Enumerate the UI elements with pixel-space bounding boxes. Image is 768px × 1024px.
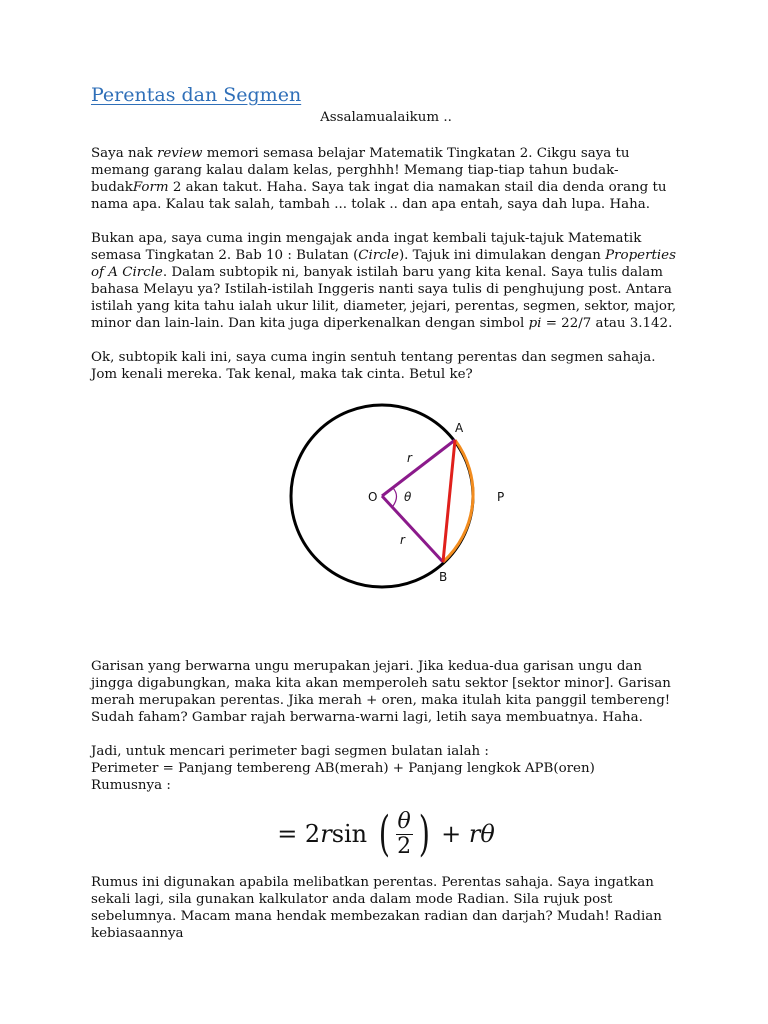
text-run-italic: Properties of A Circle — [91, 248, 676, 280]
label-theta: θ — [404, 490, 412, 504]
paragraph-usage: Rumus ini digunakan apabila melibatkan perentas. Perentas sahaja. Saya ingatkan sekali lagi, sila gunakan kalkulator anda dalam mode Radian. Sila rujuk post sebelumnya. Macam mana hendak membezakan radian dan darjah? Mudah! Radian kebiasaannya — [91, 875, 662, 941]
text-run: = 22/7 atau 3.142. — [541, 316, 673, 331]
formula-denominator: 2 — [397, 833, 412, 859]
formula-theta: θ — [480, 820, 495, 848]
paragraph-perimeter-intro: Jadi, untuk mencari perimeter bagi segmen bulatan ialah : — [91, 744, 489, 759]
paragraph-perimeter-def: Perimeter = Panjang tembereng AB(merah) + Panjang lengkok APB(oren) — [91, 761, 595, 776]
formula-paren-open: ( — [378, 806, 390, 862]
label-r-bottom: r — [400, 533, 405, 547]
text-run: ). Tajuk ini dimulakan dengan — [398, 248, 606, 263]
text-run: 2 akan takut. Haha. Saya tak ingat dia namakan stail dia denda orang tu nama apa. Kalau tak salah, tambah ... tolak .. dan apa entah, saya dah lupa. Haha. — [91, 180, 667, 212]
formula-plus: + — [433, 820, 469, 848]
formula-numerator: θ — [397, 808, 411, 834]
formula-sin: sin — [331, 820, 368, 848]
label-B: B — [439, 570, 448, 584]
chord-ab — [443, 440, 455, 562]
paragraph-explanation: Garisan yang berwarna ungu merupakan jejari. Jika kedua-dua garisan ungu dan jingga digabungkan, maka kita akan memperoleh satu sektor [sektor minor]. Garisan merah merupakan perentas. Jika merah + oren, maka itulah kita panggil tembereng! Sudah faham? Gambar rajah berwarna-warni lagi, letih saya membuatnya. Haha. — [91, 659, 671, 725]
label-P: P — [497, 490, 505, 504]
text-run: Bukan apa, saya cuma ingin mengajak anda ingat kembali tajuk-tajuk Matematik semasa Tingkatan 2. Bab 10 : Bulatan ( — [91, 231, 642, 263]
paragraph-subtopic: Ok, subtopik kali ini, saya cuma ingin sentuh tentang perentas dan segmen sahaja. Jom kenali mereka. Tak kenal, maka tak cinta. Betul ke? — [91, 350, 656, 382]
label-A: A — [455, 421, 464, 435]
paragraph-formula-label: Rumusnya : — [91, 778, 171, 793]
paragraph-intro — [91, 145, 681, 213]
radius-oa — [382, 440, 455, 496]
radius-ob — [382, 496, 443, 562]
label-O: O — [368, 490, 378, 504]
text-run: memori semasa belajar Matematik Tingkatan 2. Cikgu saya tu memang garang kalau dalam kelas, perghhh! Memang tiap-tiap tahun budak-budak — [91, 146, 630, 195]
formula-r2: r — [468, 820, 481, 848]
text-run-italic: review — [156, 146, 203, 161]
text-run-italic: Circle — [358, 248, 399, 263]
perimeter-formula — [91, 806, 681, 862]
angle-mark — [393, 488, 397, 506]
text-run-italic: pi — [528, 316, 542, 331]
paragraph-topic — [91, 230, 681, 332]
text-run: Saya nak — [91, 146, 157, 161]
circle-diagram-svg — [91, 400, 681, 640]
label-r-top: r — [407, 451, 412, 465]
text-run-italic: Form — [132, 180, 169, 195]
text-run: . Dalam subtopik ni, banyak istilah baru yang kita kenal. Saya tulis dalam bahasa Melayu ya? Istilah-istilah Inggeris nanti saya tulis di penghujung post. Antara istilah yang kita tahu ialah ukur lilit, diameter, jejari, perentas, segmen, sektor, major, minor dan lain-lain. Dan kita juga diperkenalkan dengan simbol — [91, 265, 677, 331]
circle-diagram — [91, 400, 681, 640]
document-page — [91, 84, 681, 959]
formula-paren-close: ) — [418, 806, 430, 862]
greeting: Assalamualaikum .. — [320, 110, 452, 125]
page-title[interactable]: Perentas dan Segmen — [91, 84, 302, 106]
formula-r1: r — [320, 820, 332, 848]
formula-eq: = 2 — [277, 820, 321, 848]
formula-fraction — [396, 810, 413, 859]
